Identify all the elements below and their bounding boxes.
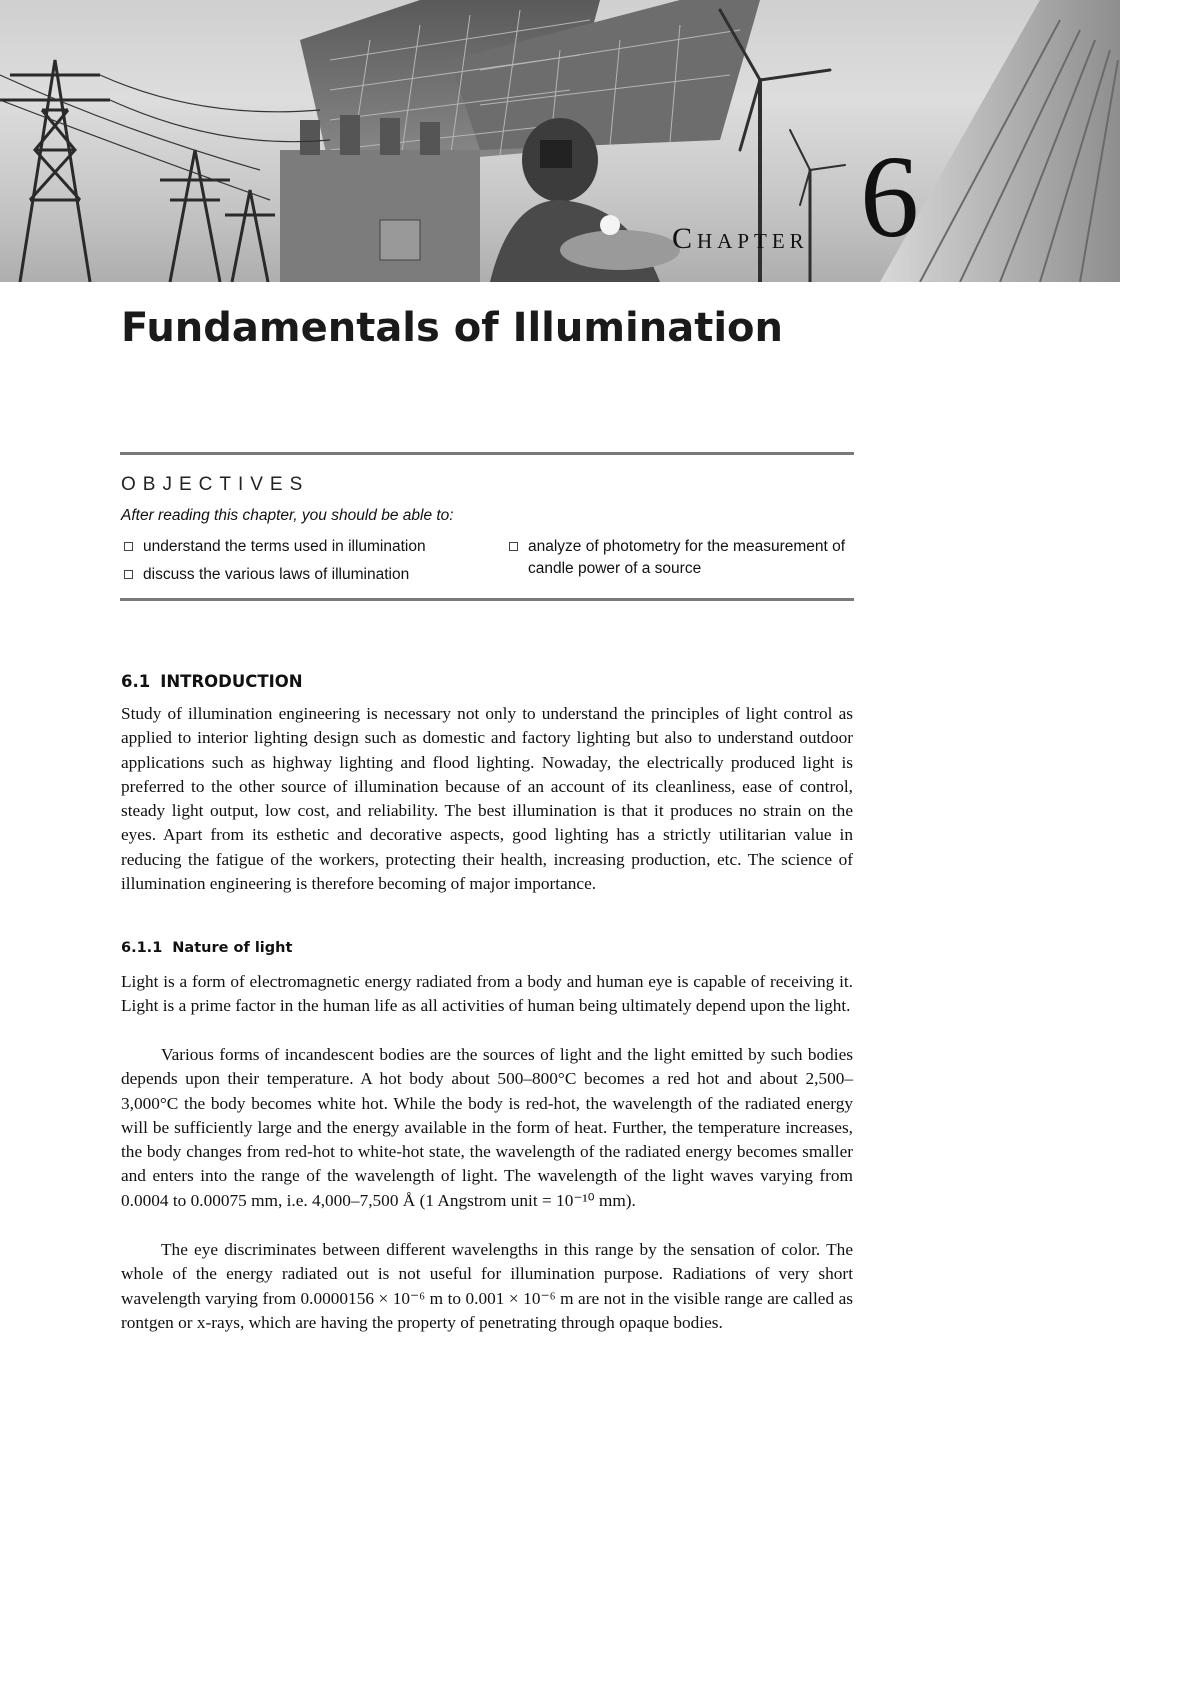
power-generation-collage-icon <box>0 0 1120 282</box>
body-paragraph: Light is a form of electromagnetic energy radiated from a body and human eye is capable of receiving it. Light is a prime factor in the human life as all activities of human being ultimately depend upon the light. <box>121 972 853 1016</box>
objective-item <box>143 564 483 586</box>
objective-text: understand the terms used in illumination <box>143 538 426 555</box>
objectives-top-rule <box>120 452 854 455</box>
objective-text: discuss the various laws of illumination <box>143 566 410 583</box>
body-paragraph: Various forms of incandescent bodies are the sources of light and the light emitted by such bodies depends upon their temperature. A hot body about 500–800°C becomes a red hot and about 2,500–3,000°C the body becomes white hot. While the body is red-hot, the wavelength of the radiated energy will be sufficiently large and the energy available in the form of heat. Further, the temperature increases, the body changes from red-hot to white-hot state, the wavelength of the radiated energy becomes smaller and enters into the range of the wavelength of light. The wavelength of the light waves varying from 0.0004 to 0.00075 mm, i.e. 4,000–7,500 Å (1 Angstrom unit = 10⁻¹⁰ mm). <box>121 1045 853 1210</box>
objective-item <box>528 536 858 580</box>
section-heading <box>121 672 303 691</box>
square-bullet-icon <box>124 570 133 579</box>
objective-text: analyze of photometry for the measurement of candle power of a source <box>528 538 846 577</box>
chapter-number: 6 <box>860 131 919 262</box>
chapter-label: Chapter <box>672 222 809 255</box>
section-title: INTRODUCTION <box>160 672 303 691</box>
chapter-title: Fundamentals of Illumination <box>121 305 783 351</box>
square-bullet-icon <box>509 542 518 551</box>
subsection-heading <box>121 940 292 956</box>
square-bullet-icon <box>124 542 133 551</box>
objectives-heading: OBJECTIVES <box>121 474 310 495</box>
objective-item <box>143 536 483 558</box>
objectives-bottom-rule <box>120 598 854 601</box>
objectives-intro: After reading this chapter, you should be able to: <box>121 507 454 524</box>
subsection-number: 6.1.1 <box>121 940 163 956</box>
section-number: 6.1 <box>121 672 151 691</box>
chapter-banner <box>0 0 1120 282</box>
subsection-title: Nature of light <box>172 940 293 956</box>
intro-paragraph: Study of illumination engineering is necessary not only to understand the principles of light control as applied to interior lighting design such as domestic and factory lighting but also to understand outdoor applications such as highway lighting and flood lighting. Nowaday, the electrically produced light is preferred to the other source of illumination because of an account of its cleanliness, ease of control, steady light output, low cost, and reliability. The best illumination is that it produces no strain on the eyes. Apart from its esthetic and decorative aspects, good lighting has a strictly utilitarian value in reducing the fatigue of the workers, protecting their health, increasing production, etc. The science of illumination engineering is therefore becoming of major importance. <box>121 704 853 894</box>
body-paragraph: The eye discriminates between different wavelengths in this range by the sensation of color. The whole of the energy radiated out is not useful for illumination purpose. Radiations of very short wavelength varying from 0.0000156 × 10⁻⁶ m to 0.001 × 10⁻⁶ m are not in the visible range are called as rontgen or x-rays, which are having the property of penetrating through opaque bodies. <box>121 1240 853 1332</box>
